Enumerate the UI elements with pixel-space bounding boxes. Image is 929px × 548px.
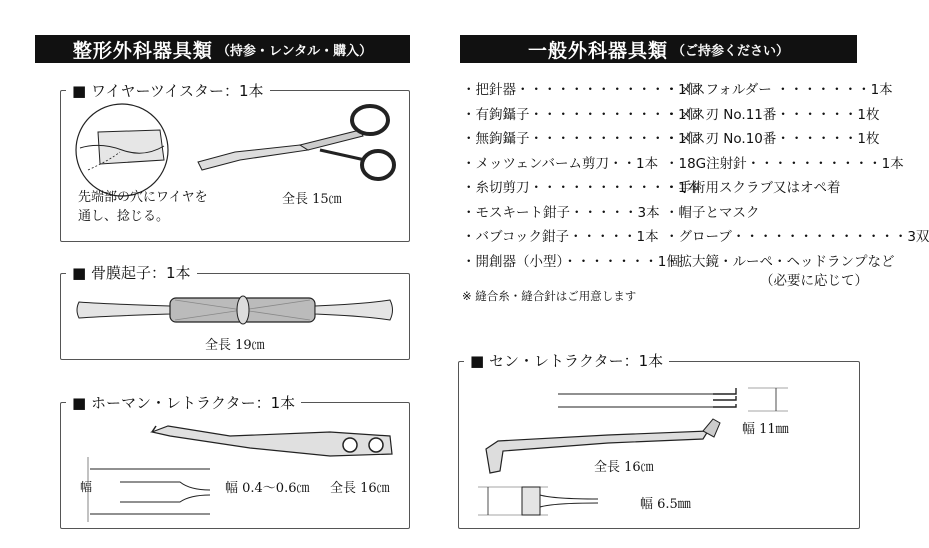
left-header-subtitle: （持参・レンタル・購入） (216, 43, 373, 59)
list-item: ・拡大鏡・ルーペ・ヘッドランプなど (665, 253, 895, 270)
wire-twister-title: ■ ワイヤーツイスター：1本 (66, 80, 270, 101)
list-item: ・無鉤鑷子・・・・・・・・・・・1個 (462, 131, 701, 147)
magnified-tip-jaw (98, 130, 164, 164)
periosteal-elevator-illustration (75, 290, 395, 330)
hohmann-retractor-illustration (60, 402, 408, 527)
right-header-title: 一般外科器具類 (527, 39, 668, 62)
wire-twister-desc-1: 先端部の穴にワイヤを (78, 190, 208, 205)
senn-width-top: 幅 11㎜ (742, 422, 789, 437)
left-header-title: 整形外科器具類 (72, 39, 213, 62)
senn-length: 全長 16㎝ (594, 460, 654, 475)
right-header (460, 35, 857, 63)
twister-ring-bottom (362, 151, 394, 179)
left-header (35, 35, 410, 63)
list-item: ・モスキート鉗子・・・・・3本 (462, 204, 660, 221)
periosteal-elevator-title: ■ 骨膜起子：1本 (66, 262, 197, 283)
right-header-subtitle: （ご持参ください） (672, 43, 790, 59)
wire-twister-desc-2: 通し、捻じる。 (78, 209, 170, 224)
list-item: ・バブコック鉗子・・・・・1本 (462, 229, 659, 245)
list-item: ・18G注射針・・・・・・・・・・1本 (665, 155, 904, 172)
hohmann-width: 幅 0.4～0.6㎝ (225, 481, 310, 496)
hohmann-retractor-title: ■ ホーマン・レトラクター：1本 (66, 392, 301, 413)
list-item: ・帽子とマスク (665, 204, 760, 221)
list-item: ・メス刃 No.11番・・・・・・1枚 (665, 106, 880, 123)
list-item: ・メスフォルダー ・・・・・・・1本 (665, 82, 893, 98)
list-item: ・把針器・・・・・・・・・・・・1個 (462, 82, 701, 98)
hohmann-length: 全長 16㎝ (330, 481, 390, 496)
twister-shaft (300, 130, 363, 150)
senn-rake-prongs (713, 388, 736, 407)
suture-note: ※ 縫合糸・縫合針はご用意します (462, 289, 637, 303)
list-item: ・開創器（小型）・・・・・・・1個 (462, 253, 680, 270)
twister-jaw (198, 145, 308, 170)
senn-retractor-title: ■ セン・レトラクター：1本 (464, 350, 669, 371)
list-item: ・メス刃 No.10番・・・・・・1枚 (665, 131, 880, 147)
list-item: ・有鉤鑷子・・・・・・・・・・・1個 (462, 106, 701, 123)
senn-width-bottom: 幅 6.5㎜ (640, 497, 691, 512)
hohmann-hole-2 (369, 438, 383, 452)
twister-ring-top (352, 106, 388, 134)
elevator-left-blade (77, 302, 170, 318)
list-item: ・グローブ・・・・・・・・・・・・・3双 (665, 229, 929, 245)
hohmann-width-shape (120, 482, 210, 502)
hohmann-width-label: 幅 (80, 480, 93, 494)
senn-blade-shape (522, 487, 540, 515)
list-item: ・メッツェンバーム剪刀・・1本 (462, 155, 659, 172)
elevator-collar (237, 296, 249, 324)
list-item: ・糸切剪刀・・・・・・・・・・・1本 (462, 180, 701, 196)
list-item-note: （必要に応じて） (760, 273, 868, 289)
list-item: ・手術用スクラブ又はオペ着 (665, 180, 841, 196)
general-list-right (665, 78, 929, 288)
elevator-right-blade (315, 300, 393, 320)
periosteal-elevator-length: 全長 19㎝ (205, 338, 265, 353)
wire-twister-length: 全長 15㎝ (282, 192, 342, 207)
hohmann-hole-1 (343, 438, 357, 452)
